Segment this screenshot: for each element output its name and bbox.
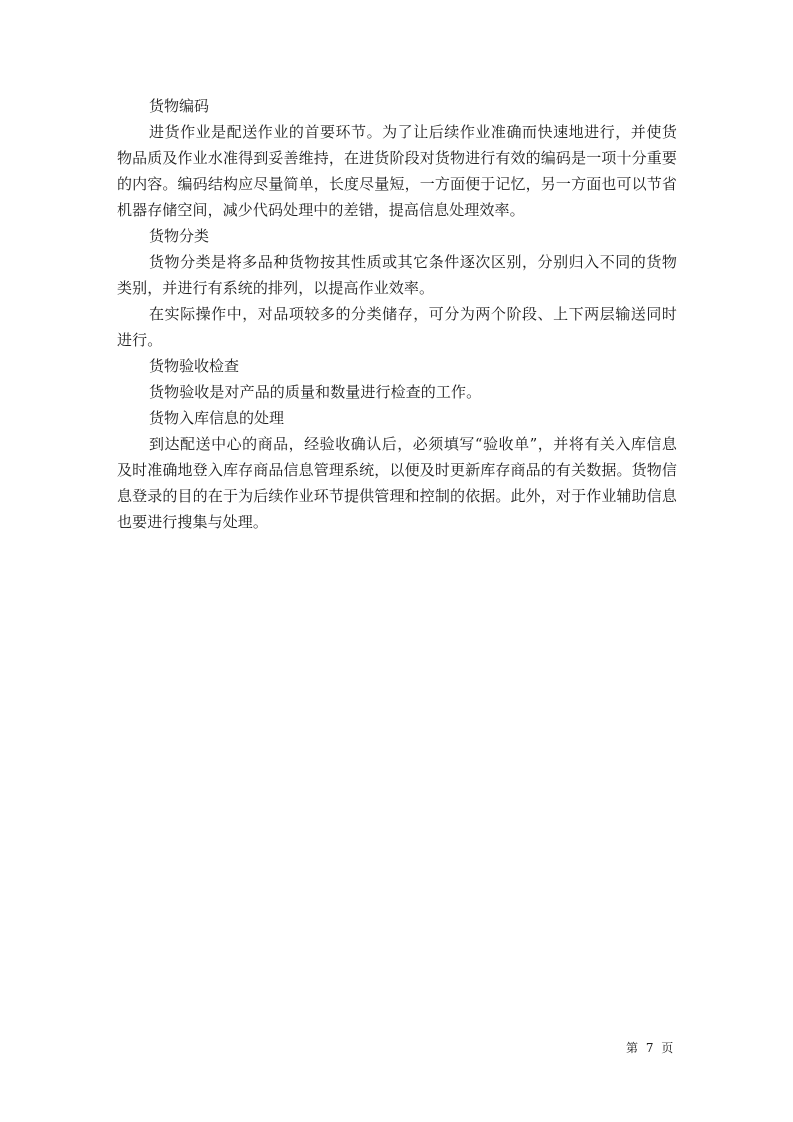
section-heading-warehousing-info: 货物入库信息的处理 <box>149 409 285 427</box>
section-heading-goods-classification: 货物分类 <box>149 227 210 245</box>
section-heading-goods-coding: 货物编码 <box>149 97 210 115</box>
document-body <box>117 93 677 535</box>
paragraph-warehousing-info: 到达配送中心的商品，经验收确认后，必须填写“验收单”，并将有关入库信息及时准确地登入库存商品信息管理系统，以便及时更新库存商品的有关数据。货物信息登录的目的在于为后续作业环节提供管理和控制的依据。此外，对于作业辅助信息也要进行搜集与处理。 <box>117 435 677 531</box>
paragraph-goods-coding: 进货作业是配送作业的首要环节。为了让后续作业准确而快速地进行，并使货物品质及作业水准得到妥善维持，在进货阶段对货物进行有效的编码是一项十分重要的内容。编码结构应尽量简单，长度尽量短，一方面便于记忆，另一方面也可以节省机器存储空间，减少代码处理中的差错，提高信息处理效率。 <box>117 123 677 219</box>
paragraph-classification-practice: 在实际操作中，对品项较多的分类储存，可分为两个阶段、上下两层输送同时进行。 <box>117 305 677 349</box>
paragraph-goods-classification: 货物分类是将多品种货物按其性质或其它条件逐次区别，分别归入不同的货物类别，并进行有系统的排列，以提高作业效率。 <box>117 253 677 297</box>
section-heading-goods-inspection: 货物验收检查 <box>149 357 240 375</box>
page-number: 第 7 页 <box>626 1041 676 1055</box>
paragraph-goods-inspection: 货物验收是对产品的质量和数量进行检查的工作。 <box>149 383 482 401</box>
